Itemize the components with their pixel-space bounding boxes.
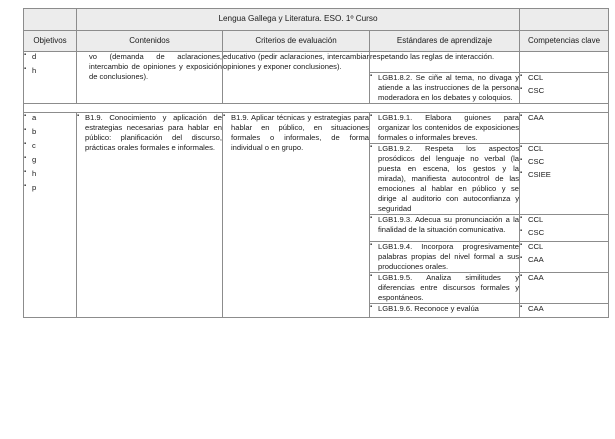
list-item: ▪ h	[24, 169, 76, 179]
standard-text: ▪ LGB1.9.2. Respeta los aspectos prosódicos del lenguaje no verbal (la puesta en escena, los gestos y la mirada), manifiesta autocontrol de las emociones al hablar en público y se dirige al auditorio con autoconfianza y seguridad	[370, 144, 519, 214]
competencia-item: ▪ CCL	[520, 215, 608, 225]
competencia-item: ▪ CAA	[520, 304, 608, 314]
header-objetivos: Objetivos	[24, 31, 77, 52]
table-title: Lengua Gallega y Literatura. ESO. 1º Curso	[77, 9, 520, 31]
standard-text: ▪ LGB1.9.6. Reconoce y evalúa	[370, 304, 519, 314]
competencia-item: ▪ CSIEE	[520, 170, 608, 180]
list-item: ▪ a	[24, 113, 76, 123]
competencia-item: ▪ CCL	[520, 144, 608, 154]
contenidos-text: ▪ B1.9. Conocimiento y aplicación de estrategias necesarias para hablar en público: planificación del discurso, prácticas orales formales e informales.	[77, 113, 222, 153]
list-item: ▪ g	[24, 155, 76, 165]
objetivos-list	[24, 52, 76, 76]
list-item: ▪ h	[24, 66, 76, 76]
competencia-item: ▪ CAA	[520, 273, 608, 283]
criterios-text: ▪ B1.9. Aplicar técnicas y estrategias para hablar en público, en situaciones formales o informales, de forma individual o en grupo.	[223, 113, 369, 153]
standard-text: ▪ LGB1.9.5. Analiza similitudes y diferencias entre discursos formales y espontáneos.	[370, 273, 519, 303]
list-item: ▪ c	[24, 141, 76, 151]
standard-text: ▪ LGB1.9.3. Adecua su pronunciación a la finalidad de la situación comunicativa.	[370, 215, 519, 235]
header-competencias: Competencias clave	[520, 31, 609, 52]
criterios-cell: educativo (pedir aclaraciones, intercambiar opiniones y exponer conclusiones).	[223, 52, 370, 104]
header-contenidos: Contenidos	[77, 31, 223, 52]
standard-text: ▪ LGB1.9.4. Incorpora progresivamente palabras propias del nivel formal a sus producciones orales.	[370, 242, 519, 272]
table-row	[24, 52, 609, 73]
objetivos-list	[24, 113, 76, 193]
curriculum-table	[23, 8, 609, 318]
competencia-item: ▪ CCL	[520, 73, 608, 83]
competencia-item: ▪ CCL	[520, 242, 608, 252]
list-item: ▪ b	[24, 127, 76, 137]
competencia-item: ▪ CSC	[520, 228, 608, 238]
list-item: ▪ p	[24, 183, 76, 193]
header-estandares: Estándares de aprendizaje	[370, 31, 520, 52]
competencia-item: ▪ CSC	[520, 157, 608, 167]
standard-text: ▪ LGB1.9.1. Elabora guiones para organizar los contenidos de exposiciones formales o informales breves.	[370, 113, 519, 143]
standard-cell: respetando las reglas de interacción.	[370, 52, 520, 73]
header-criterios: Criterios de evaluación	[223, 31, 370, 52]
table-row	[24, 113, 609, 144]
competencia-item: ▪ CAA	[520, 255, 608, 265]
competencia-item: ▪ CSC	[520, 86, 608, 96]
contenidos-cell: vo (demanda de aclaraciones, intercambio de opiniones y exposición de conclusiones).	[77, 52, 223, 104]
competencia-item: ▪ CAA	[520, 113, 608, 123]
list-item: ▪ d	[24, 52, 76, 62]
standard-text: ▪ LGB1.8.2. Se ciñe al tema, no divaga y atiende a las instrucciones de la persona moderadora en los debates y coloquios.	[370, 73, 519, 103]
